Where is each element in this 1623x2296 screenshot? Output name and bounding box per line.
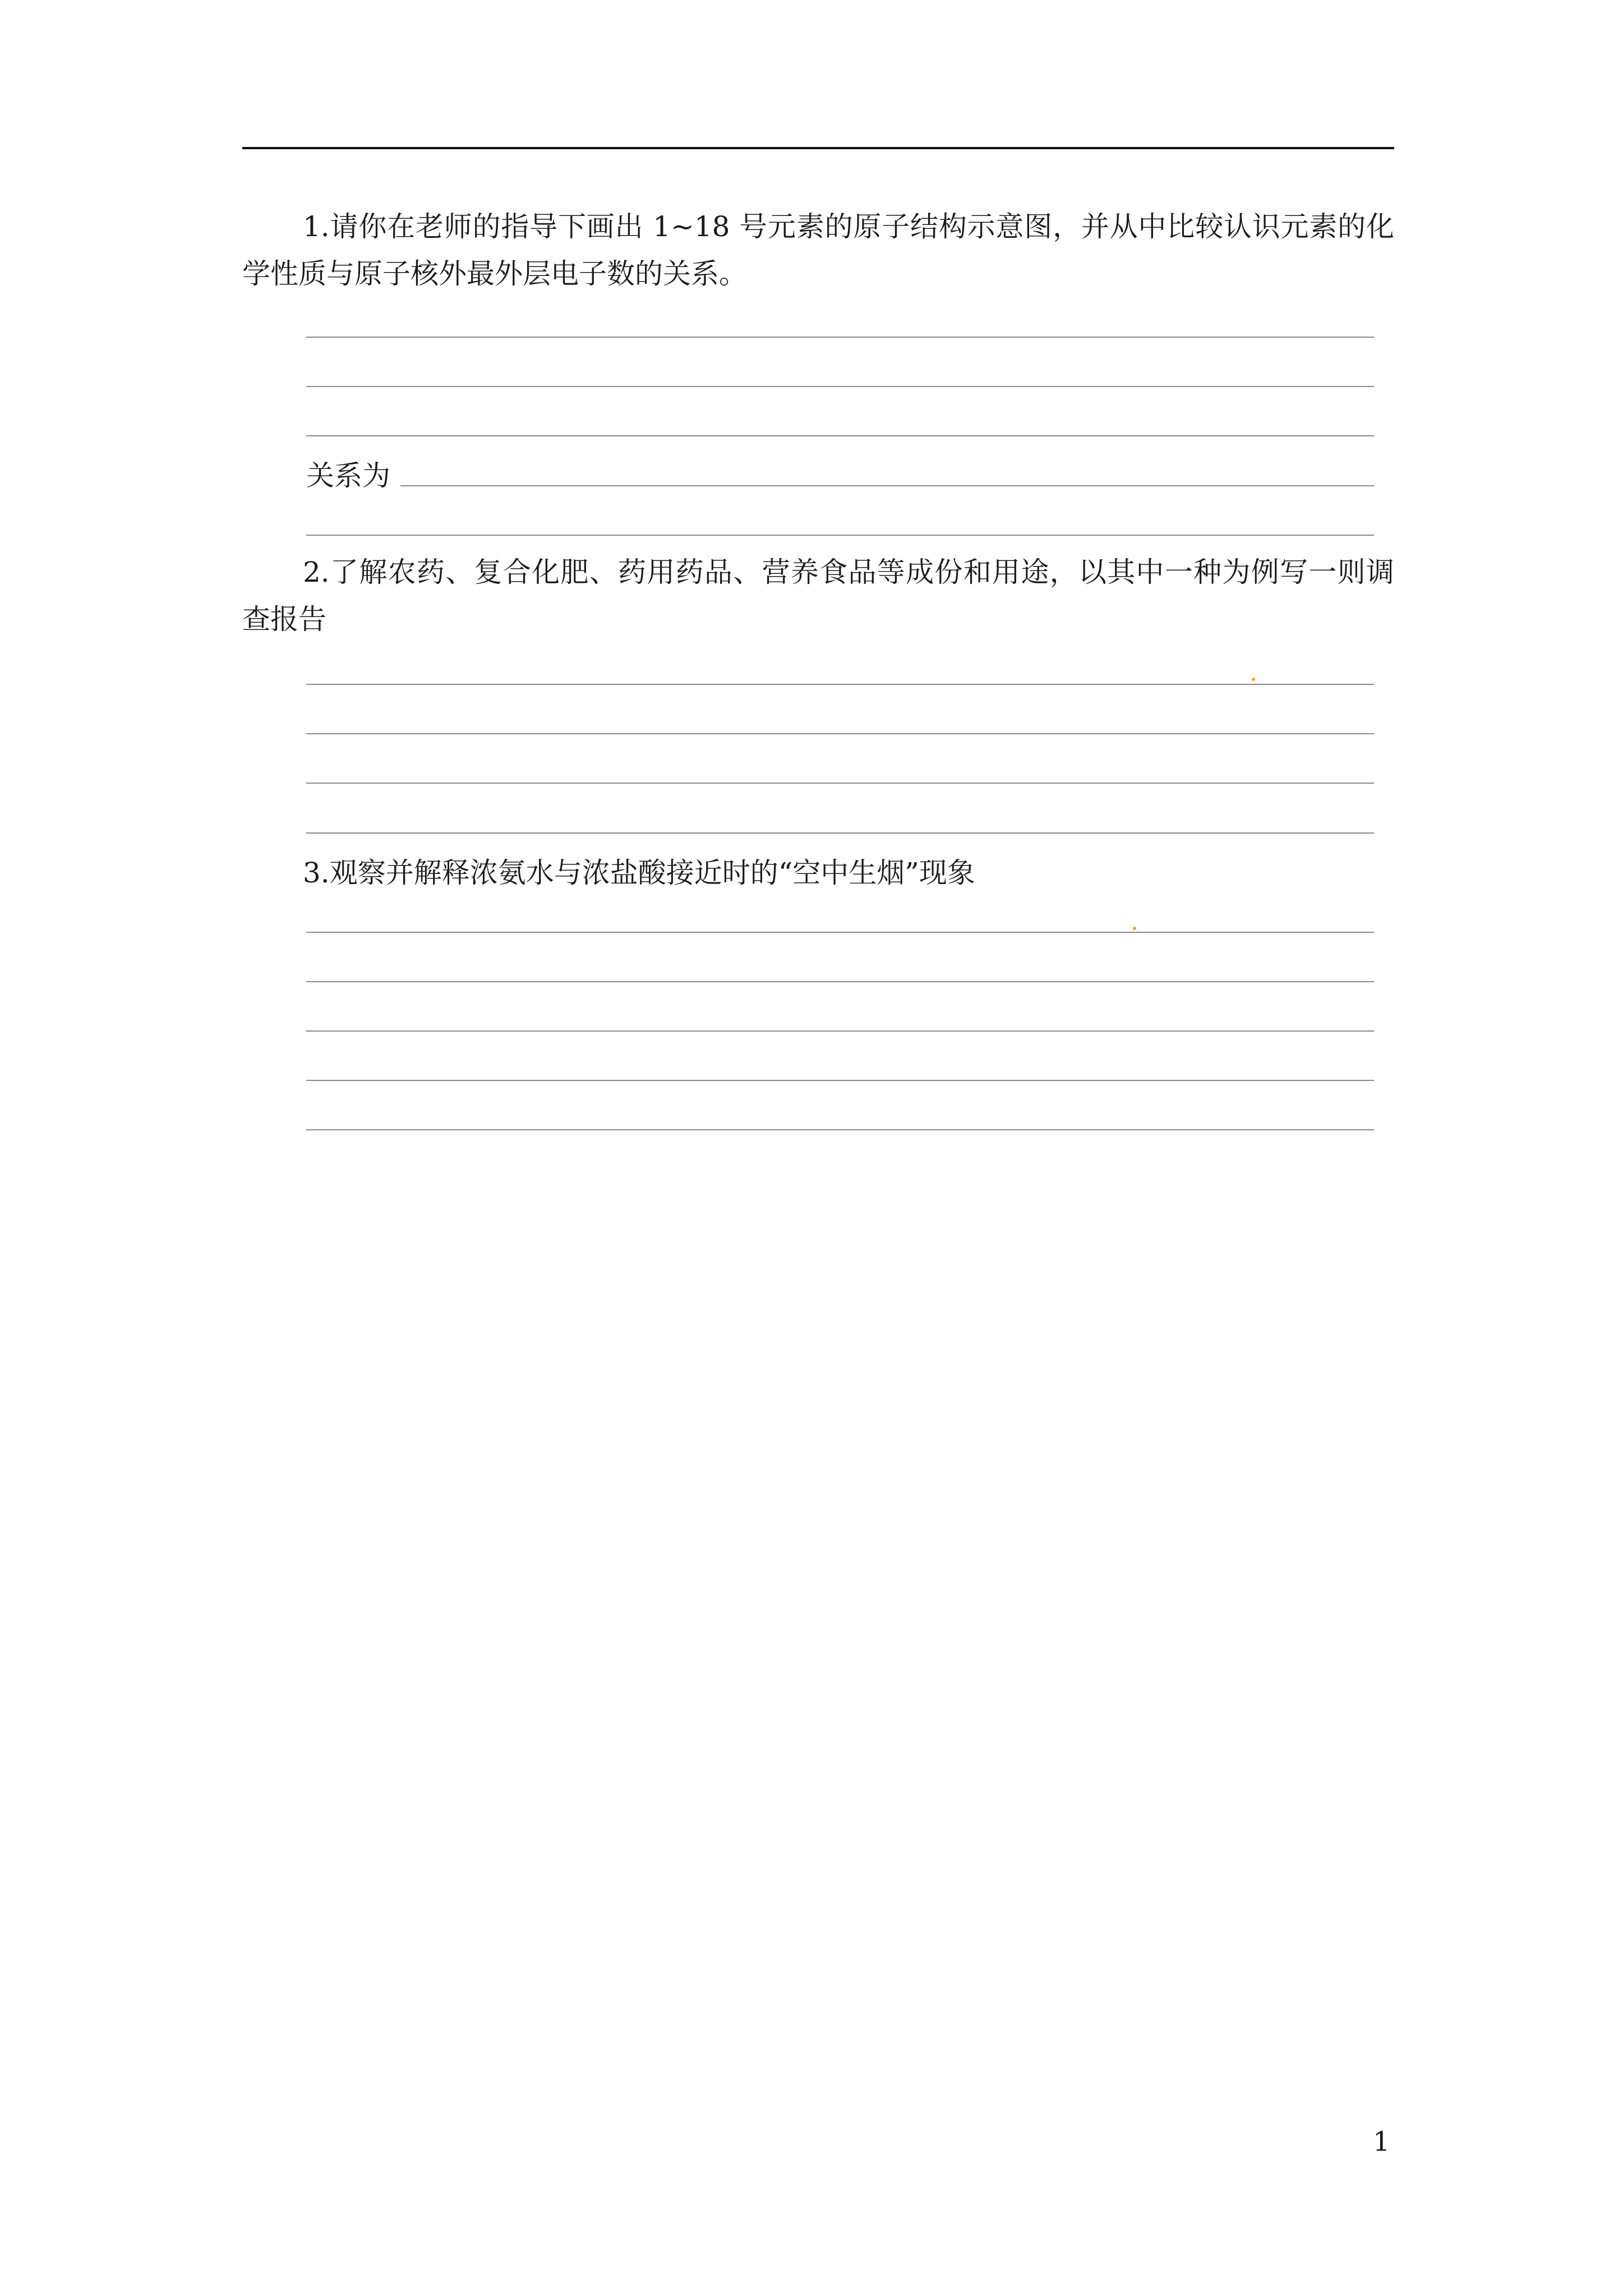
- question-3: [242, 849, 1394, 896]
- answer-line[interactable]: [306, 1030, 1374, 1032]
- answer-line[interactable]: [306, 386, 1374, 387]
- answer-line[interactable]: [306, 684, 1374, 685]
- answer-line[interactable]: [306, 1129, 1374, 1130]
- relation-answer-line[interactable]: [400, 485, 1374, 486]
- question-1: [242, 203, 1394, 297]
- answer-line[interactable]: [306, 832, 1374, 834]
- question-3-text: 3.观察并解释浓氨水与浓盐酸接近时的“空中生烟”现象: [303, 857, 975, 889]
- page-number: 1: [1373, 2126, 1390, 2157]
- mark-dot: [1133, 927, 1136, 930]
- answer-line[interactable]: [306, 435, 1374, 436]
- answer-line[interactable]: [306, 981, 1374, 982]
- relation-label: 关系为: [306, 459, 390, 492]
- mark-dot: [1252, 678, 1255, 681]
- question-1-text: 1.请你在老师的指导下画出 1~18 号元素的原子结构示意图，并从中比较认识元素的化学性质与原子核外最外层电子数的关系。: [242, 210, 1394, 290]
- answer-line[interactable]: [306, 733, 1374, 734]
- question-2-text: 2.了解农药、复合化肥、药用药品、营养食品等成份和用途，以其中一种为例写一则调查报告: [242, 556, 1394, 636]
- answer-line[interactable]: [306, 337, 1374, 338]
- question-2: [242, 549, 1394, 643]
- header-rule: [242, 147, 1394, 149]
- answer-line[interactable]: [306, 535, 1374, 536]
- answer-line[interactable]: [306, 1080, 1374, 1081]
- answer-line[interactable]: [306, 932, 1374, 933]
- answer-line[interactable]: [306, 783, 1374, 784]
